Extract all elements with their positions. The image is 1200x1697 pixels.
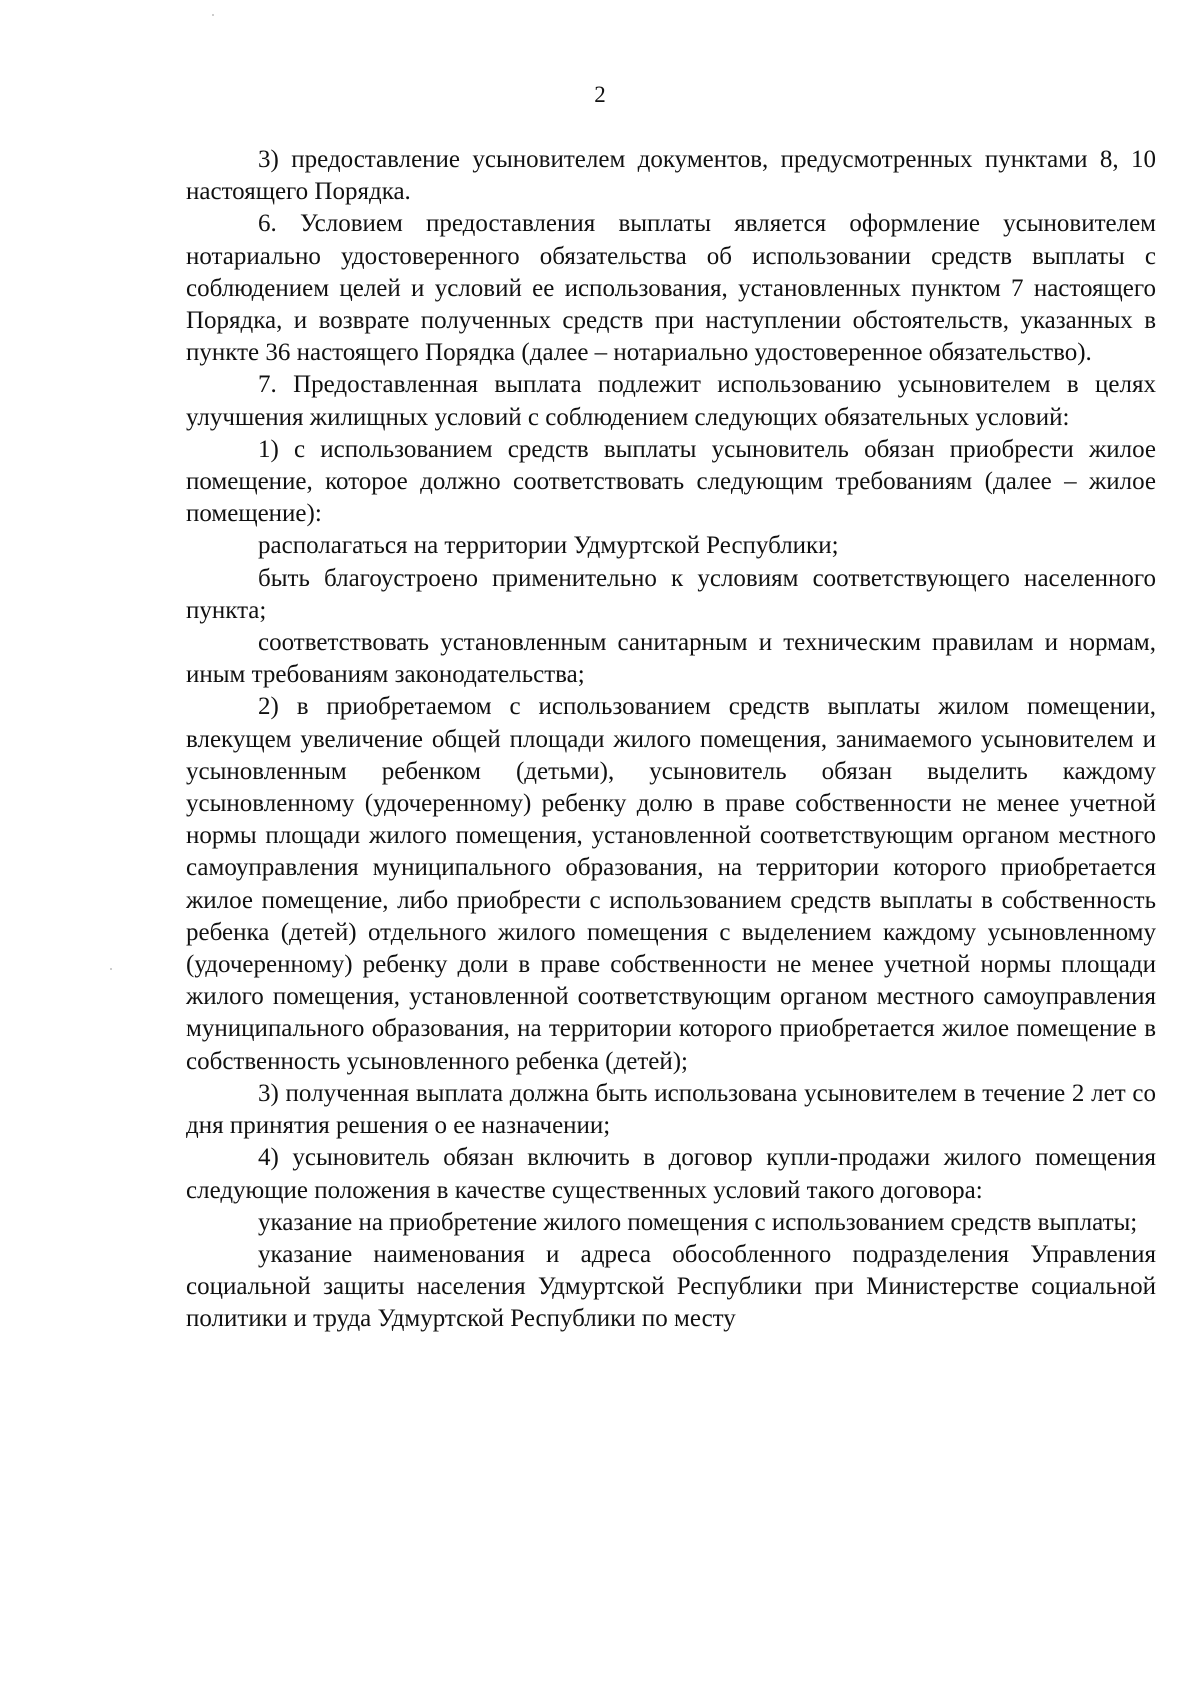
page-number: 2 (594, 82, 606, 107)
paragraph: 3) предоставление усыновителем документов, предусмотренных пунктами 8, 10 настоящего Порядка. (186, 146, 1156, 206)
paragraph: 2) в приобретаемом с использованием средств выплаты жилом помещении, влекущем увеличение общей площади жилого помещения, занимаемого усыновителем и усыновленным ребенком (детьми), усыновитель обязан выделить каждому усыновленному (удочеренному) ребенку долю в праве собственности не менее учетной нормы площади жилого помещения, установленной соответствующим органом местного самоуправления муниципального образования, на территории которого приобретается жилое помещение, либо приобрести с использованием средств выплаты в собственность ребенка (детей) отдельного жилого помещения с выделением каждому усыновленному (удочеренному) ребенку доли в праве собственности не менее учетной нормы площади жилого помещения, установленной соответствующим органом местного самоуправления муниципального образования, на территории которого приобретается жилое помещение в собственность усыновленного ребенка (детей); (186, 693, 1156, 1075)
paragraph: быть благоустроено применительно к условиям соответствующего населенного пункта; (186, 564, 1156, 624)
paragraph: располагаться на территории Удмуртской Республики; (258, 532, 839, 560)
paragraph: соответствовать установленным санитарным и техническим правилам и нормам, иным требованиям законодательства; (186, 629, 1156, 689)
paragraph: указание на приобретение жилого помещения с использованием средств выплаты; (258, 1208, 1138, 1236)
paragraph: 6. Условием предоставления выплаты является оформление усыновителем нотариально удостоверенного обязательства об использовании средств выплаты с соблюдением целей и условий ее использования, установленных пунктом 7 настоящего Порядка, и возврате полученных средств при наступлении обстоятельств, указанных в пункте 36 настоящего Порядка (далее – нотариально удостоверенное обязательство). (186, 210, 1156, 367)
paragraph: указание наименования и адреса обособленного подразделения Управления социальной защиты населения Удмуртской Республики при Министерстве социальной политики и труда Удмуртской Республики по месту (186, 1240, 1156, 1333)
document-body (186, 144, 1156, 1336)
scan-speck (212, 14, 214, 16)
paragraph: 3) полученная выплата должна быть использована усыновителем в течение 2 лет со дня принятия решения о ее назначении; (186, 1079, 1156, 1140)
paragraph: 7. Предоставленная выплата подлежит использованию усыновителем в целях улучшения жилищных условий с соблюдением следующих обязательных условий: (186, 371, 1156, 431)
scan-speck (110, 968, 112, 970)
paragraph: 1) с использованием средств выплаты усыновитель обязан приобрести жилое помещение, которое должно соответствовать следующим требованиям (далее – жилое помещение): (186, 435, 1156, 528)
paragraph: 4) усыновитель обязан включить в договор купли-продажи жилого помещения следующие положения в качестве существенных условий такого договора: (186, 1144, 1156, 1204)
